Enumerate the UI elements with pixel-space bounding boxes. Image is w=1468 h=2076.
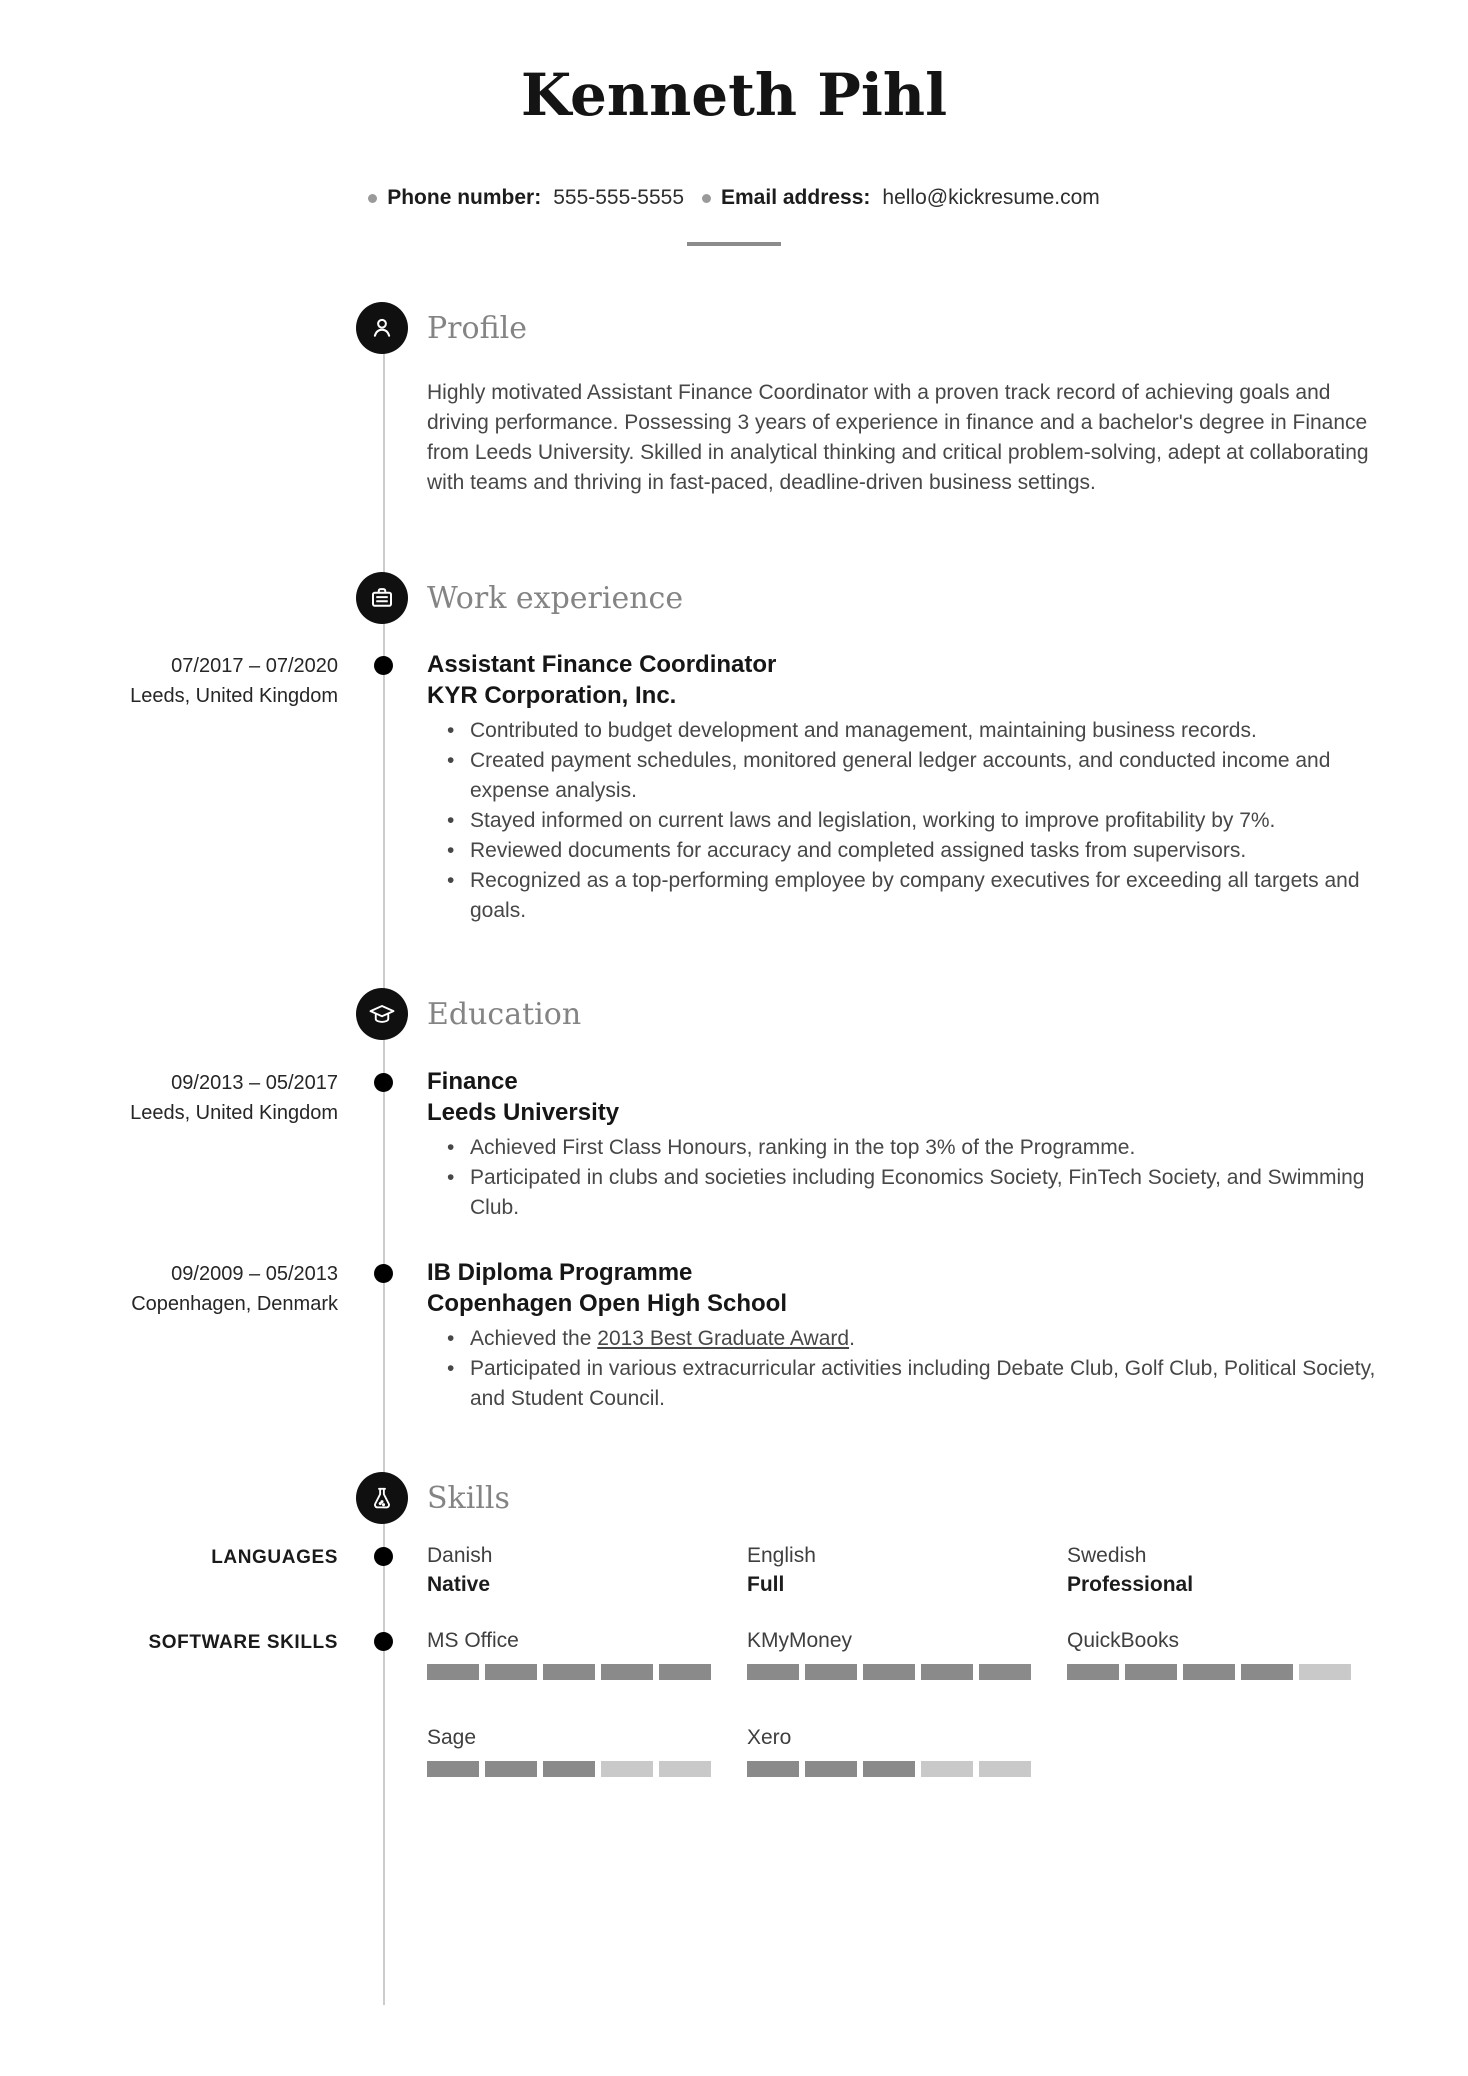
resume-header — [0, 0, 1468, 246]
skill-bar-segment — [1299, 1664, 1351, 1680]
bullet-item — [427, 1354, 1393, 1414]
entry-meta — [0, 651, 338, 711]
skill-bar-segment — [601, 1664, 653, 1680]
person-icon — [356, 302, 408, 354]
skill-bar-segment — [979, 1761, 1031, 1777]
skill-bar — [1067, 1664, 1387, 1680]
section-title: Skills — [427, 1480, 510, 1516]
skill-bar-segment — [485, 1761, 537, 1777]
section-header-profile — [0, 302, 1468, 354]
bullet-text: Reviewed documents for accuracy and completed assigned tasks from supervisors. — [470, 839, 1247, 862]
bullet-item — [427, 716, 1393, 746]
skill-bar-segment — [659, 1664, 711, 1680]
software-item — [427, 1627, 747, 1680]
skill-bar-segment — [979, 1664, 1031, 1680]
entry-dates: 07/2017 – 07/2020 — [171, 655, 338, 677]
software-name: KMyMoney — [747, 1629, 853, 1652]
skill-bar-segment — [747, 1761, 799, 1777]
email-value: hello@kickresume.com — [882, 186, 1100, 209]
bullet-text: Achieved the — [470, 1327, 598, 1350]
language-level: Full — [747, 1573, 785, 1596]
work-entry — [0, 649, 1468, 926]
skill-bar-segment — [863, 1664, 915, 1680]
bullet-item — [427, 836, 1393, 866]
entry-organization: Copenhagen Open High School — [427, 1290, 787, 1317]
flask-icon — [356, 1472, 408, 1524]
software-name: QuickBooks — [1067, 1629, 1180, 1652]
bullet-item — [427, 746, 1393, 806]
skill-bar-segment — [543, 1761, 595, 1777]
skill-bar-segment — [601, 1761, 653, 1777]
bullet-text: Participated in clubs and societies including Economics Society, FinTech Society, and Swimming Club. — [470, 1166, 1365, 1219]
skill-bar-segment — [1067, 1664, 1119, 1680]
skill-bar-segment — [805, 1664, 857, 1680]
profile-summary: Highly motivated Assistant Finance Coordinator with a proven track record of achieving goals and driving performance. Possessing 3 years of experience in finance and a bachelor's degree in Finance from Leeds University. Skilled in analytical thinking and critical problem-solving, adept at collaborating with teams and thriving in fast-paced, deadline-driven business settings. — [427, 381, 1369, 494]
entry-title: IB Diploma Programme — [427, 1259, 693, 1286]
entry-location: Leeds, United Kingdom — [130, 1102, 338, 1124]
skill-bar-segment — [485, 1664, 537, 1680]
bullet-dot-icon — [702, 194, 711, 203]
entry-organization: Leeds University — [427, 1099, 620, 1126]
bullet-text: Achieved First Class Honours, ranking in the top 3% of the Programme. — [470, 1136, 1136, 1159]
entry-location: Copenhagen, Denmark — [131, 1293, 338, 1315]
phone-label: Phone number: — [387, 186, 542, 209]
skill-bar — [427, 1761, 747, 1777]
skill-bar-segment — [427, 1664, 479, 1680]
bullet-item — [427, 806, 1393, 836]
bullet-text: . — [849, 1327, 855, 1350]
skill-bar — [747, 1664, 1067, 1680]
bullet-dot-icon — [368, 194, 377, 203]
section-title: Work experience — [427, 580, 684, 616]
skill-bar — [747, 1761, 1067, 1777]
skill-bar-segment — [1125, 1664, 1177, 1680]
software-item — [747, 1627, 1067, 1680]
bullet-text: Recognized as a top-performing employee by company executives for exceeding all targets and goals. — [470, 869, 1360, 922]
bullet-item — [427, 866, 1393, 926]
entry-title: Finance — [427, 1068, 518, 1095]
bullet-item — [427, 1324, 1393, 1354]
skill-bar-segment — [1183, 1664, 1235, 1680]
education-entry — [0, 1066, 1468, 1223]
software-name: Sage — [427, 1726, 477, 1749]
bullet-text: Participated in various extracurricular activities including Debate Club, Golf Club, Political Society, and Student Council. — [470, 1357, 1376, 1410]
timeline-dot — [374, 1632, 393, 1651]
timeline-dot — [374, 1547, 393, 1566]
bullet-text: Contributed to budget development and management, maintaining business records. — [470, 719, 1257, 742]
award-link[interactable]: 2013 Best Graduate Award — [597, 1327, 850, 1350]
software-item — [747, 1724, 1067, 1777]
software-name: MS Office — [427, 1629, 519, 1652]
graduation-cap-icon — [356, 988, 408, 1040]
bullet-item — [427, 1163, 1393, 1223]
skill-bar-segment — [1241, 1664, 1293, 1680]
languages-label: LANGUAGES — [211, 1547, 338, 1568]
language-name: Danish — [427, 1544, 493, 1567]
skill-bar-segment — [921, 1664, 973, 1680]
skill-bar — [427, 1664, 747, 1680]
section-header-skills — [0, 1472, 1468, 1524]
skill-bar-segment — [659, 1761, 711, 1777]
bullet-list — [427, 1133, 1393, 1223]
skill-bar-segment — [427, 1761, 479, 1777]
timeline-dot — [374, 656, 393, 675]
language-name: Swedish — [1067, 1544, 1147, 1567]
section-title: Profile — [427, 310, 527, 346]
software-item — [427, 1724, 747, 1777]
entry-dates: 09/2009 – 05/2013 — [171, 1263, 338, 1285]
email-label: Email address: — [721, 186, 871, 209]
language-level: Native — [427, 1573, 491, 1596]
software-skills-label: SOFTWARE SKILLS — [148, 1632, 338, 1653]
entry-dates: 09/2013 – 05/2017 — [171, 1072, 338, 1094]
language-item — [747, 1542, 1067, 1599]
languages-row — [0, 1542, 1468, 1599]
bullet-text: Created payment schedules, monitored general ledger accounts, and conducted income and expense analysis. — [470, 749, 1331, 802]
entry-title: Assistant Finance Coordinator — [427, 651, 777, 678]
bullet-list — [427, 716, 1393, 926]
skill-bar-segment — [747, 1664, 799, 1680]
briefcase-icon — [356, 572, 408, 624]
bullet-list — [427, 1324, 1393, 1414]
bullet-text: Stayed informed on current laws and legislation, working to improve profitability by 7%. — [470, 809, 1276, 832]
skill-bar-segment — [543, 1664, 595, 1680]
contact-line — [0, 184, 1468, 212]
phone-value: 555-555-5555 — [553, 186, 684, 209]
timeline-dot — [374, 1073, 393, 1092]
entry-meta — [0, 1068, 338, 1128]
software-name: Xero — [747, 1726, 792, 1749]
skill-bar-segment — [921, 1761, 973, 1777]
entry-location: Leeds, United Kingdom — [130, 685, 338, 707]
language-item — [1067, 1542, 1387, 1599]
software-item — [1067, 1627, 1387, 1680]
section-header-work — [0, 572, 1468, 624]
education-entry — [0, 1257, 1468, 1414]
timeline-dot — [374, 1264, 393, 1283]
software-skills-row — [0, 1627, 1468, 1777]
skill-bar-segment — [863, 1761, 915, 1777]
person-name: Kenneth Pihl — [520, 61, 948, 129]
language-name: English — [747, 1544, 816, 1567]
section-header-education — [0, 988, 1468, 1040]
entry-organization: KYR Corporation, Inc. — [427, 682, 677, 709]
language-level: Professional — [1067, 1573, 1194, 1596]
language-item — [427, 1542, 747, 1599]
header-divider — [687, 242, 781, 246]
section-title: Education — [427, 996, 582, 1032]
bullet-item — [427, 1133, 1393, 1163]
entry-meta — [0, 1259, 338, 1319]
skill-bar-segment — [805, 1761, 857, 1777]
